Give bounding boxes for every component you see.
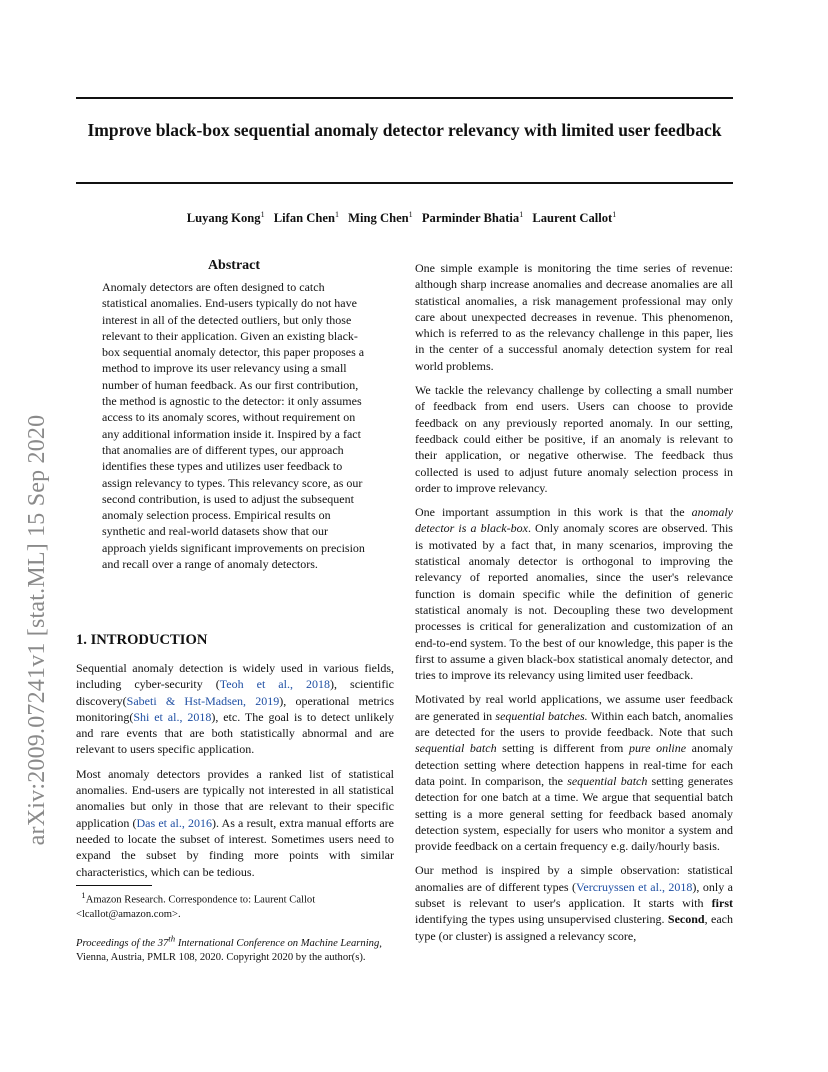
intro-paragraph-1: Sequential anomaly detection is widely used in various fields, including cyber-security (Teoh et al., 2018), scientific discovery(Sabeti & Hst-Madsen, 2019), operational metrics monitoring(Shi et al., 2018), etc. The goal is to detect unlikely and rare events that are both statistically abnormal and are relevant to users specific application. [76,661,395,757]
body-paragraph: One simple example is monitoring the time series of revenue: although sharp increase anomalies and decrease anomalies are all statistical anomalies, a risk management professional may only care about unexpected decreases in revenue. This phenomenon, which is referred to as the relevancy challenge in this paper, lies in the center of a successful anomaly detection system for real world problems. [415,261,733,373]
author-affiliation-mark: 1 [612,210,617,219]
body-paragraph: We tackle the relevancy challenge by collecting a small number of feedback from end users. Users can choose to provide feedback on any previously reported anomaly. In our setting, feedback could either be positive, if an anomaly is relevant to their application, or negative otherwise. The feedback thus collected is used to adjust future anomaly selection process in order to improve relevancy. [415,383,733,495]
arxiv-stamp-text: arXiv:2009.07241v1 [stat.ML] 15 Sep 2020 [24,414,50,846]
abstract-heading: Abstract [207,258,261,273]
footnotes [76,888,394,975]
citation-link[interactable]: Das et al., 2016 [136,815,213,830]
body-paragraph: Motivated by real world applications, we assume user feedback are generated in sequential batches. Within each batch, anomalies are detected for the users to provide feedback. Note that such sequential batch setting is different from pure online anomaly detection setting where detection happens in real-time for each data point. In comparison, the sequential batch setting generates detection for one batch at a time. We argue that sequential batch setting is a more general setting for feedback based anomaly detection system, especially for users who monitor a system and provide feedback on a certain frequency e.g. daily/hourly basis. [415,692,734,854]
section-heading-introduction: 1. INTRODUCTION [76,632,208,648]
author-affiliation-mark: 1 [519,210,524,219]
author-name: Ming Chen [348,211,409,226]
abstract-text: Anomaly detectors are often designed to catch statistical anomalies. End-users typically do not have interest in all of the detected outliers, but only those relevant to their application. Given an existing black-box sequential anomaly detector, this paper proposes a method to improve its user relevancy using a small number of human feedback. As our first contribution, the method is agnostic to the detector: it only assumes access to its anomaly scores, without requirement on any additional information inside it. Inspired by a fact that anomalies are of different types, our approach identifies these types and utilizes user feedback to assign relevancy to types. This relevancy score, as our second contribution, is used to adjust the subsequent anomaly selection process. Empirical results on synthetic and real-world datasets show that our approach yields significant improvements on precision and recall over a range of anomaly detectors. [102,280,365,572]
citation-link[interactable]: Teoh et al., 2018 [219,677,330,692]
body-paragraph: One important assumption in this work is that the anomaly detector is a black-box. Only anomaly scores are observed. This is motivated by a fact that, in many scenarios, improving the statistical anomaly detector is orthogonal to improving the relevancy of reported anomalies, since the user's relevance function is domain specific while the definition of generic statistical anomaly is not. Decoupling these two development processes is critical for generalization and customization of an end-to-end system. To the best of our knowledge, this paper is the first to assume a given black-box statistical anomaly detector, and tries to improve its relevancy using limited user feedback. [415,505,733,683]
right-column-body [415,260,733,952]
author-affiliation-mark: 1 [260,210,265,219]
author-affiliation-mark: 1 [408,210,413,219]
author-name: Lifan Chen [273,211,335,226]
footnote-rule [76,885,152,886]
author-list [76,210,733,226]
author-name: Parminder Bhatia [421,211,520,226]
proceedings-note: Proceedings of the 37th International Conference on Machine Learning, Vienna, Austria, PMLR 108, 2020. Copyright 2020 by the author(s). [76,933,382,964]
left-column-body [76,660,394,888]
paper-title: Improve black-box sequential anomaly detector relevancy with limited user feedback [87,120,722,140]
intro-paragraph-2: Most anomaly detectors provides a ranked list of statistical anomalies. End-users are typically not interested in all statistical anomalies but only in those that are relevant to their specific application (Das et al., 2016). As a result, extra manual efforts are needed to locate the subset of interest. Sometimes users need to expand the subset by finding more points with similar characteristics, which can be tedious. [76,766,395,879]
body-paragraph: Our method is inspired by a simple observation: statistical anomalies are of different types (Vercruyssen et al., 2018), only a subset is relevant to user's application. It starts with first identifying the types using unsupervised clustering. Second, each type (or cluster) is assigned a relevancy score, [415,863,734,943]
author-affiliation-mark: 1 [334,210,339,219]
author-name: Luyang Kong [186,211,261,226]
author-name: Laurent Callot [532,211,613,226]
title-bottom-rule [76,182,733,184]
top-rule [76,97,733,99]
affiliation-footnote: $^1$Amazon Research. Correspondence to: Laurent Callot <lcallot@amazon.com>. [76,890,316,920]
citation-link[interactable]: Sabeti & Hst-Madsen, 2019 [126,693,280,708]
citation-link[interactable]: Vercruyssen et al., 2018 [576,879,693,894]
citation-link[interactable]: Shi et al., 2018 [133,709,212,724]
